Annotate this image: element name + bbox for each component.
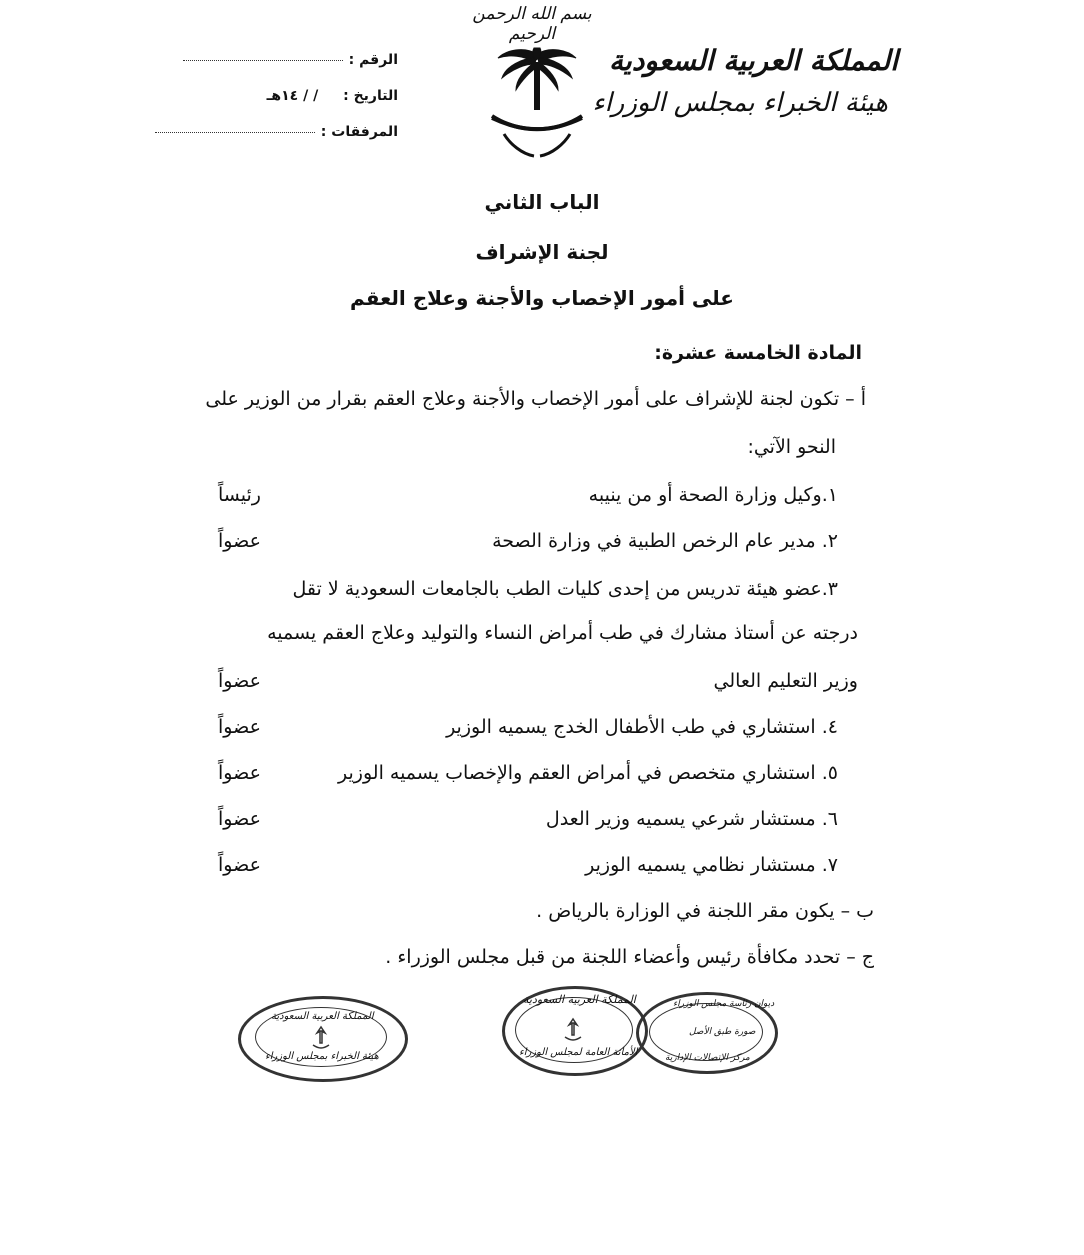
- stamp-kingdom: [502, 986, 648, 1076]
- reference-label: الرقم :: [348, 52, 398, 68]
- stamp-experts-commission: [238, 996, 408, 1082]
- member-role-5: عضواً: [218, 762, 261, 784]
- stamp-emblem-icon: [311, 1025, 331, 1051]
- member-role-1: رئيساً: [218, 484, 261, 506]
- paragraph-b: ب – يكون مقر اللجنة في الوزارة بالرياض .: [536, 900, 874, 922]
- reference-field: [183, 52, 398, 68]
- attachments-label: المرفقات :: [320, 124, 398, 140]
- attachments-field: [155, 124, 398, 140]
- stamp-left-top-text: المملكة العربية السعودية: [271, 1011, 374, 1022]
- committee-title: لجنة الإشراف: [475, 240, 609, 264]
- stamp-right-bottom-text: مركز الإتصالات الإدارية: [665, 1053, 750, 1063]
- committee-subtitle: على أمور الإخصاب والأجنة وعلاج العقم: [350, 286, 734, 310]
- member-role-4: عضواً: [218, 716, 261, 738]
- member-item-3: ٣.عضو هيئة تدريس من إحدى كليات الطب بالجامعات السعودية لا تقل: [292, 578, 838, 600]
- org-name-line1: المملكة العربية السعودية: [609, 44, 898, 77]
- member-item-4: ٤. استشاري في طب الأطفال الخدج يسميه الوزير: [446, 716, 838, 738]
- stamp-right-mid-text: صورة طبق الأصل: [689, 1027, 756, 1037]
- stamp-emblem-icon: [563, 1017, 583, 1043]
- paragraph-a-line2: النحو الآتي:: [747, 436, 836, 458]
- reference-line: [183, 60, 343, 61]
- saudi-emblem-icon: [484, 44, 590, 162]
- article-heading: المادة الخامسة عشرة:: [654, 342, 862, 364]
- paragraph-c: ج – تحدد مكافأة رئيس وأعضاء اللجنة من قبل مجلس الوزراء .: [385, 946, 874, 968]
- stamp-middle-top-text: المملكة العربية السعودية: [523, 993, 636, 1006]
- member-role-3: عضواً: [218, 670, 261, 692]
- stamp-middle-bottom-text: الأمانة العامة لمجلس الوزراء: [519, 1047, 638, 1058]
- member-role-7: عضواً: [218, 854, 261, 876]
- date-field: [267, 88, 398, 104]
- member-role-2: عضواً: [218, 530, 261, 552]
- org-name-line2: هيئة الخبراء بمجلس الوزراء: [592, 88, 888, 118]
- member-item-3-cont: درجته عن أستاذ مشارك في طب أمراض النساء والتوليد وعلاج العقم يسميه: [267, 622, 858, 644]
- date-value: / / ١٤هـ: [266, 88, 319, 104]
- member-item-1: ١.وكيل وزارة الصحة أو من ينيبه: [588, 484, 838, 506]
- member-item-7: ٧. مستشار نظامي يسميه الوزير: [585, 854, 838, 876]
- stamp-left-bottom-text: هيئة الخبراء بمجلس الوزراء: [265, 1051, 379, 1062]
- basmala: بسم الله الرحمن الرحيم: [472, 4, 592, 44]
- member-item-6: ٦. مستشار شرعي يسميه وزير العدل: [545, 808, 838, 830]
- member-item-3-end: وزير التعليم العالي: [713, 670, 858, 692]
- paragraph-a-line1: أ – تكون لجنة للإشراف على أمور الإخصاب والأجنة وعلاج العقم بقرار من الوزير على: [205, 388, 866, 410]
- member-item-5: ٥. استشاري متخصص في أمراض العقم والإخصاب يسميه الوزير: [338, 762, 838, 784]
- member-role-6: عضواً: [218, 808, 261, 830]
- attachments-line: [155, 132, 315, 133]
- chapter-title: الباب الثاني: [484, 190, 600, 214]
- stamp-true-copy: [636, 992, 778, 1074]
- date-label: التاريخ :: [343, 88, 398, 104]
- member-item-2: ٢. مدير عام الرخص الطبية في وزارة الصحة: [492, 530, 838, 552]
- stamp-right-top-text: ديوان رئاسة مجلس الوزراء: [673, 999, 775, 1009]
